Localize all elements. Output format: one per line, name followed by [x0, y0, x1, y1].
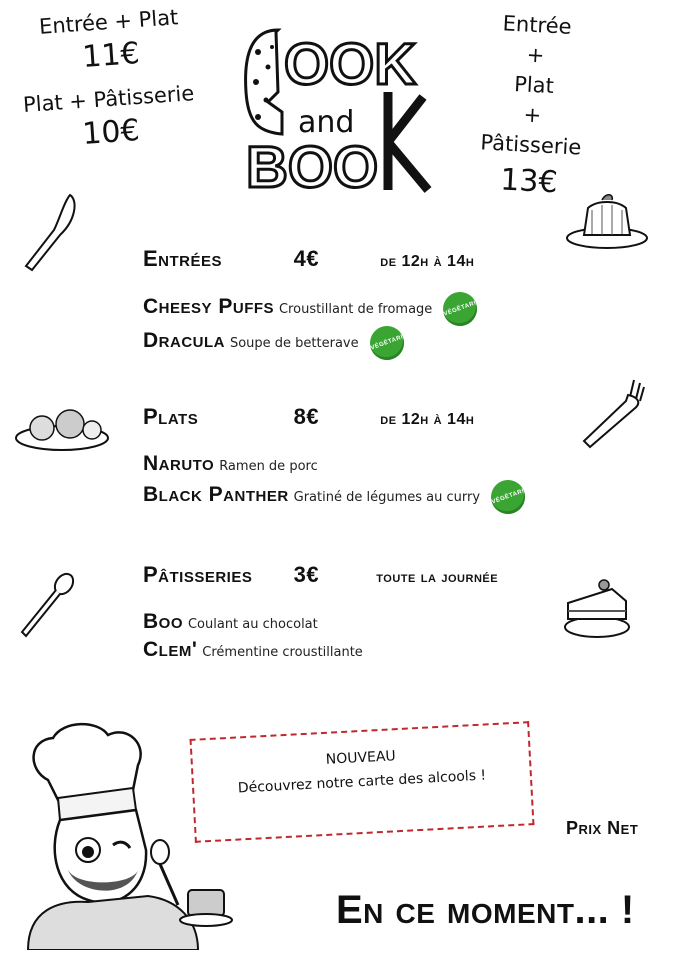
section-title: Pâtisseries	[143, 562, 253, 587]
menu-item	[143, 292, 643, 326]
formulas-left	[20, 5, 200, 152]
formula-line: +	[526, 42, 546, 68]
formula-label: Plat + Pâtisserie	[22, 81, 195, 117]
section-hours: de 12h à 14h	[380, 253, 475, 270]
item-name: Black Panther	[143, 483, 289, 507]
footer-slogan: En ce moment... !	[336, 888, 635, 932]
menu-item	[143, 452, 643, 476]
formula-line: +	[523, 102, 542, 128]
item-desc: Crémentine croustillante	[202, 645, 363, 660]
salad-plate-icon	[12, 400, 112, 455]
prix-net: Prix Net	[566, 818, 639, 838]
section-title: Entrées	[143, 246, 223, 271]
item-name: Dracula	[143, 329, 225, 353]
section-title: Plats	[143, 404, 199, 429]
item-desc: Gratiné de légumes au curry	[293, 490, 481, 506]
section-patisseries	[143, 562, 643, 662]
vegetarian-badge-icon: VÉGÉTARIEN	[438, 287, 482, 331]
vegetarian-badge-icon: VÉGÉTARIEN	[486, 475, 530, 519]
logo-and: and	[298, 105, 355, 140]
item-desc: Ramen de porc	[219, 459, 318, 474]
notice-box	[190, 721, 535, 843]
section-hours: de 12h à 14h	[380, 411, 475, 428]
formula-price: 10€	[81, 113, 141, 152]
vegetarian-badge-icon: VÉGÉTARIEN	[365, 321, 409, 365]
item-name: Clem'	[143, 638, 198, 661]
section-hours: toute la journée	[376, 569, 499, 586]
logo	[238, 22, 438, 197]
logo-boo: BOO	[246, 135, 379, 197]
logo-ook: OOK	[284, 32, 417, 97]
item-name: Boo	[143, 610, 184, 633]
formula-price: 11€	[81, 36, 141, 75]
section-plats	[143, 404, 643, 514]
menu-item	[143, 326, 643, 360]
section-price: 8€	[293, 404, 320, 429]
knife-icon	[20, 190, 80, 280]
menu-item	[143, 610, 643, 634]
formula-line: Entrée	[502, 11, 573, 39]
section-entrees	[143, 246, 643, 360]
menu-item	[143, 480, 643, 514]
item-name: Cheesy Puffs	[143, 295, 275, 319]
notice-title: NOUVEAU	[325, 748, 397, 768]
item-name: Naruto	[143, 452, 215, 475]
item-desc: Soupe de betterave	[229, 336, 359, 352]
logo-graphic	[238, 22, 438, 197]
item-desc: Croustillant de fromage	[278, 302, 433, 318]
section-price: 3€	[293, 562, 320, 587]
item-desc: Coulant au chocolat	[187, 617, 318, 632]
pudding-icon	[562, 190, 652, 252]
notice-text: Découvrez notre carte des alcools !	[237, 767, 487, 797]
formula-line: Pâtisserie	[479, 130, 582, 160]
menu-item	[143, 638, 643, 662]
spoon-icon	[18, 570, 78, 645]
formula-label: Entrée + Plat	[38, 5, 179, 39]
formulas-right	[463, 7, 603, 203]
formula-price: 13€	[499, 162, 559, 201]
section-price: 4€	[293, 246, 320, 271]
formula-line: Plat	[513, 72, 555, 99]
